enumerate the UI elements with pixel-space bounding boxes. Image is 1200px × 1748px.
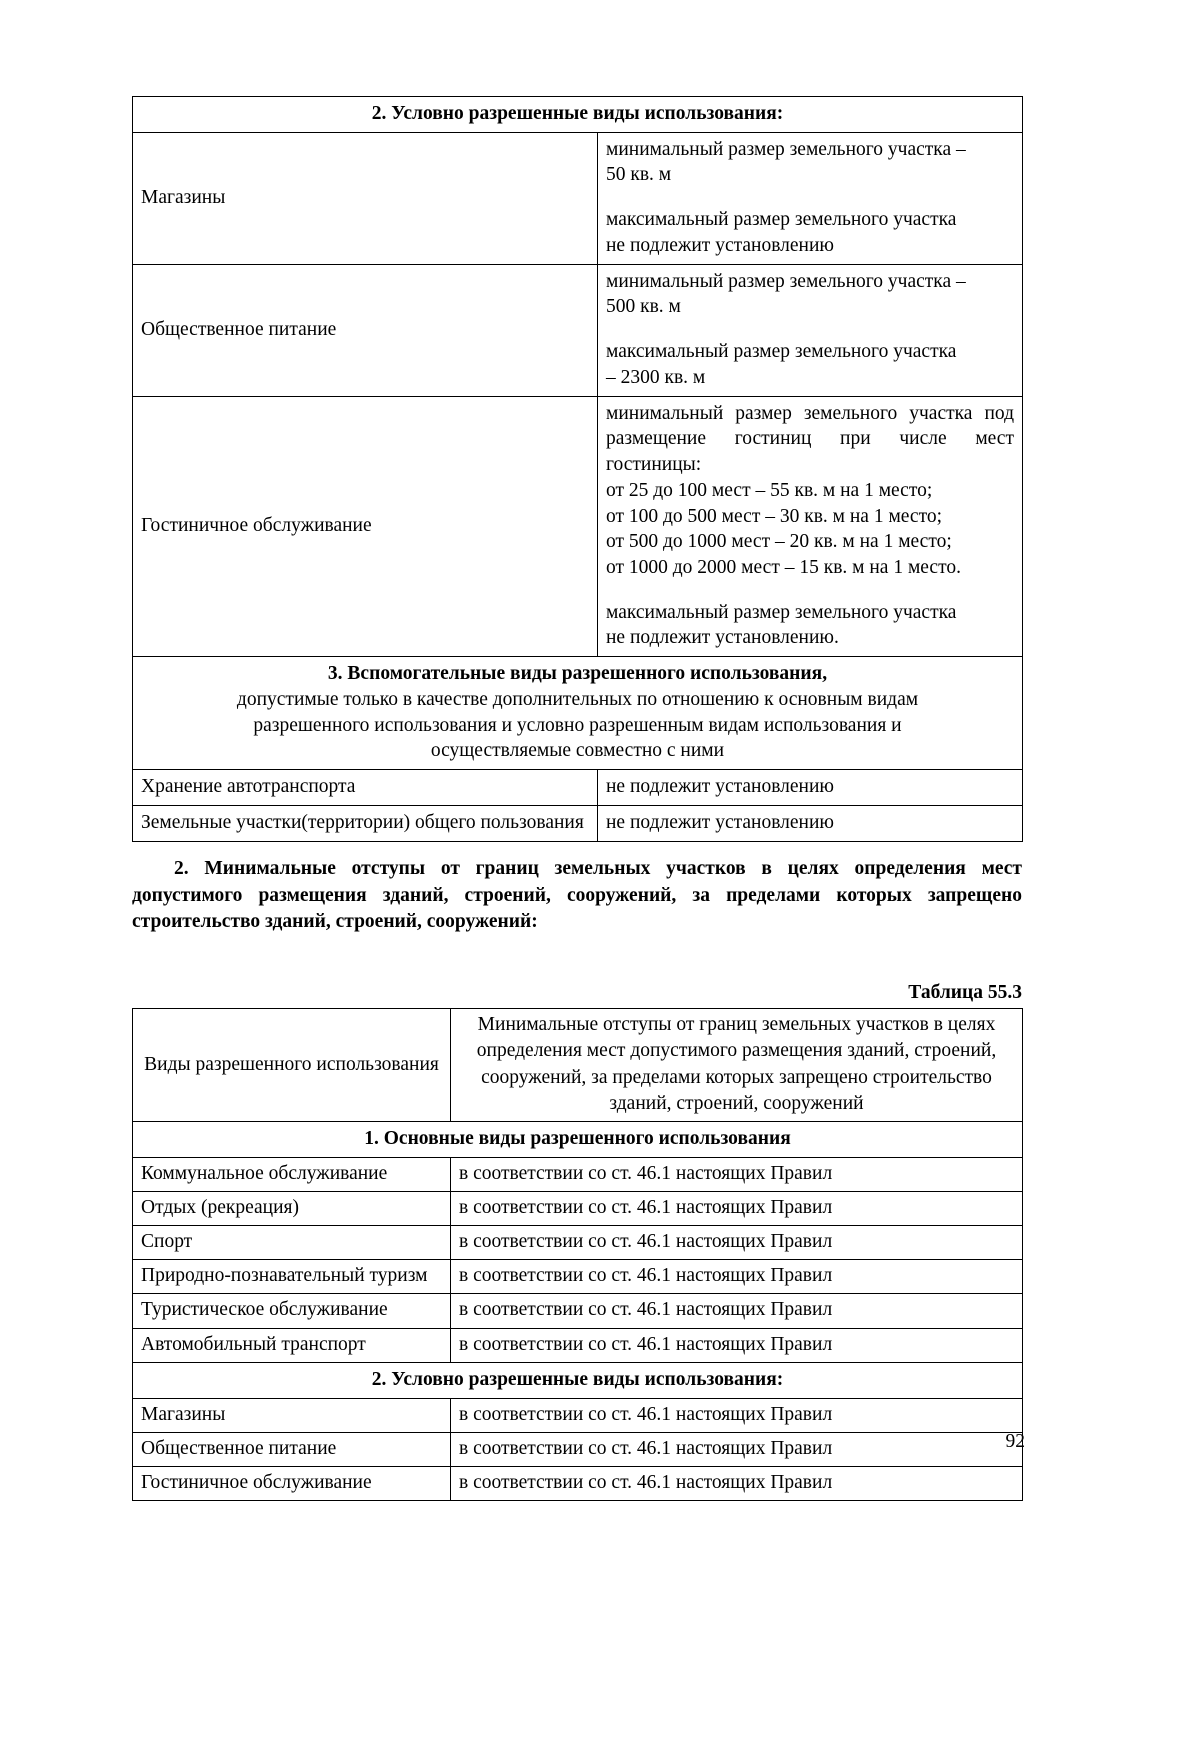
table-row	[133, 132, 1023, 264]
hotel-bullet: от 500 до 1000 мест – 20 кв. м на 1 место;	[606, 531, 952, 553]
section-1-heading: 1. Основные виды разрешенного использования	[133, 1121, 1023, 1157]
use-type-name: Общественное питание	[133, 1432, 451, 1466]
use-type-params	[598, 132, 1023, 264]
aux-use-name: Земельные участки(территории) общего пользования	[133, 805, 598, 841]
table-row-section-header	[133, 1121, 1023, 1157]
min-size-label: минимальный размер земельного участка под размещение гостиниц при числе мест гостиницы:	[606, 402, 1014, 476]
table-row	[133, 1328, 1023, 1362]
setback-value: в соответствии со ст. 46.1 настоящих Правил	[451, 1328, 1023, 1362]
table-row	[133, 805, 1023, 841]
max-size-label: максимальный размер земельного участка	[606, 209, 957, 231]
table-row-section-header	[133, 657, 1023, 770]
column-header-use-type: Виды разрешенного использования	[133, 1009, 451, 1122]
section-3-subline-1: допустимые только в качестве дополнительных по отношению к основным видам	[236, 688, 919, 710]
max-size-value: – 2300 кв. м	[606, 366, 706, 388]
min-size-value: 500 кв. м	[606, 296, 681, 318]
min-size-label: минимальный размер земельного участка –	[606, 270, 966, 292]
setbacks-table	[132, 1008, 1023, 1501]
table-row-section-header	[133, 97, 1023, 133]
hotel-bullet: от 1000 до 2000 мест – 15 кв. м на 1 место.	[606, 557, 961, 579]
table-row	[133, 1157, 1023, 1191]
table-row	[133, 1260, 1023, 1294]
column-header-setbacks: Минимальные отступы от границ земельных участков в целях определения мест допустимого размещения зданий, строений, сооружений, за пределами которых запрещено строительство зданий, строений, сооружений	[451, 1009, 1023, 1122]
permitted-uses-table	[132, 96, 1023, 842]
page-number: 92	[1005, 1431, 1025, 1452]
use-type-name: Общественное питание	[133, 264, 598, 396]
use-type-name: Коммунальное обслуживание	[133, 1157, 451, 1191]
table-row	[133, 1294, 1023, 1328]
use-type-name: Магазины	[133, 1398, 451, 1432]
min-size-value: 50 кв. м	[606, 164, 672, 186]
aux-use-value: не подлежит установлению	[598, 805, 1023, 841]
setback-value: в соответствии со ст. 46.1 настоящих Правил	[451, 1260, 1023, 1294]
table-row	[133, 770, 1023, 806]
section-2-heading: 2. Условно разрешенные виды использования:	[133, 97, 1023, 133]
section-3-heading: 3. Вспомогательные виды разрешенного использования,	[327, 663, 828, 685]
section-3-subline-2: разрешенного использования и условно разрешенным видам использования и	[253, 714, 902, 736]
table-header-row	[133, 1009, 1023, 1122]
table-row	[133, 396, 1023, 657]
table-row	[133, 1467, 1023, 1501]
paragraph-minimum-setbacks: 2. Минимальные отступы от границ земельных участков в целях определения мест допустимого размещения зданий, строений, сооружений, за пределами которых запрещено строительство зданий, строений, сооружений:	[132, 857, 1022, 933]
hotel-bullet: от 100 до 500 мест – 30 кв. м на 1 место;	[606, 505, 943, 527]
use-type-name: Спорт	[133, 1226, 451, 1260]
hotel-bullet: от 25 до 100 мест – 55 кв. м на 1 место;	[606, 479, 933, 501]
max-size-value: не подлежит установлению	[606, 234, 834, 256]
setback-value: в соответствии со ст. 46.1 настоящих Правил	[451, 1432, 1023, 1466]
aux-use-name: Хранение автотранспорта	[133, 770, 598, 806]
setback-value: в соответствии со ст. 46.1 настоящих Правил	[451, 1467, 1023, 1501]
use-type-params	[598, 396, 1023, 657]
section-3-heading-cell	[133, 657, 1023, 770]
setback-value: в соответствии со ст. 46.1 настоящих Правил	[451, 1157, 1023, 1191]
use-type-name: Отдых (рекреация)	[133, 1192, 451, 1226]
max-size-label: максимальный размер земельного участка	[606, 341, 957, 363]
use-type-params	[598, 264, 1023, 396]
use-type-name: Магазины	[133, 132, 598, 264]
setback-value: в соответствии со ст. 46.1 настоящих Правил	[451, 1226, 1023, 1260]
table-row-section-header	[133, 1362, 1023, 1398]
table-row	[133, 1192, 1023, 1226]
use-type-name: Природно-познавательный туризм	[133, 1260, 451, 1294]
use-type-name: Автомобильный транспорт	[133, 1328, 451, 1362]
max-size-value: не подлежит установлению.	[606, 627, 839, 649]
section-3-subline-3: осуществляемые совместно с ними	[430, 740, 725, 762]
setback-value: в соответствии со ст. 46.1 настоящих Правил	[451, 1398, 1023, 1432]
table-row	[133, 264, 1023, 396]
table-row	[133, 1398, 1023, 1432]
setback-value: в соответствии со ст. 46.1 настоящих Правил	[451, 1192, 1023, 1226]
table-row	[133, 1226, 1023, 1260]
min-size-label: минимальный размер земельного участка –	[606, 138, 966, 160]
use-type-name: Гостиничное обслуживание	[133, 396, 598, 657]
section-2-heading: 2. Условно разрешенные виды использования:	[133, 1362, 1023, 1398]
table-caption: Таблица 55.3	[908, 982, 1022, 1004]
max-size-label: максимальный размер земельного участка	[606, 601, 957, 623]
aux-use-value: не подлежит установлению	[598, 770, 1023, 806]
table-row	[133, 1432, 1023, 1466]
use-type-name: Туристическое обслуживание	[133, 1294, 451, 1328]
use-type-name: Гостиничное обслуживание	[133, 1467, 451, 1501]
setback-value: в соответствии со ст. 46.1 настоящих Правил	[451, 1294, 1023, 1328]
